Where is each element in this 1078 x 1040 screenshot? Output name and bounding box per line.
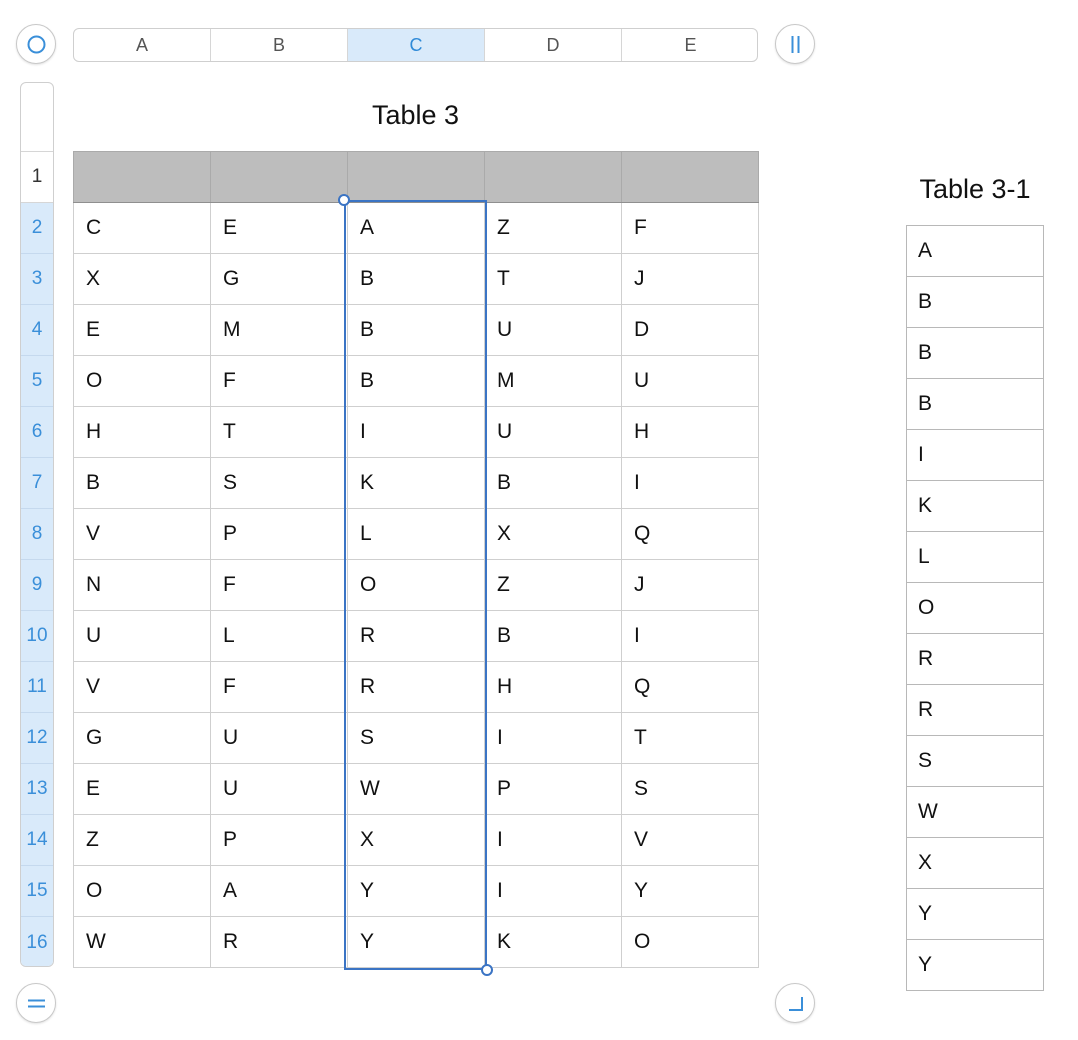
table-cell[interactable]: Q [622, 509, 759, 560]
table-cell[interactable]: B [348, 305, 485, 356]
table-cell[interactable]: K [485, 917, 622, 968]
table-cell[interactable]: T [485, 254, 622, 305]
table-cell[interactable]: V [74, 662, 211, 713]
table-cell[interactable]: X [907, 838, 1044, 889]
table-row [74, 866, 759, 917]
table-cell[interactable]: R [907, 685, 1044, 736]
pause-columns-icon [776, 25, 816, 65]
table-cell[interactable]: Y [348, 866, 485, 917]
table-cell[interactable]: F [211, 662, 348, 713]
table-cell[interactable]: S [211, 458, 348, 509]
table-row [74, 203, 759, 254]
table-row [74, 254, 759, 305]
table-cell[interactable]: O [74, 866, 211, 917]
table-row [907, 838, 1044, 889]
circle-select-icon [17, 25, 57, 65]
table-row [74, 611, 759, 662]
table-cell[interactable]: Y [622, 866, 759, 917]
table-cell[interactable]: R [907, 634, 1044, 685]
column-header-a[interactable]: A [74, 29, 211, 61]
table-row [907, 940, 1044, 991]
main-table [73, 151, 759, 968]
table-cell[interactable]: G [74, 713, 211, 764]
table-cell[interactable]: B [74, 458, 211, 509]
table-cell[interactable]: E [211, 203, 348, 254]
header-cell[interactable] [622, 152, 759, 203]
table-cell[interactable]: Q [622, 662, 759, 713]
table-cell[interactable]: A [211, 866, 348, 917]
table-cell[interactable]: H [622, 407, 759, 458]
table-cell[interactable]: D [622, 305, 759, 356]
row-header-15[interactable]: 15 [21, 866, 53, 917]
row-header-6[interactable]: 6 [21, 407, 53, 458]
table-cell[interactable]: X [485, 509, 622, 560]
row-header-3[interactable]: 3 [21, 254, 53, 305]
row-header-16[interactable]: 16 [21, 917, 53, 967]
table-cell[interactable]: N [74, 560, 211, 611]
table-cell[interactable]: R [348, 611, 485, 662]
table-row [907, 379, 1044, 430]
table-cell[interactable]: S [622, 764, 759, 815]
table-cell[interactable]: U [211, 764, 348, 815]
row-header-13[interactable]: 13 [21, 764, 53, 815]
select-table-button[interactable] [16, 24, 56, 64]
side-table-title[interactable]: Table 3-1 [919, 174, 1031, 204]
table-cell[interactable]: Y [348, 917, 485, 968]
selection-handle-top[interactable] [338, 194, 350, 206]
table-cell[interactable]: S [907, 736, 1044, 787]
table-row [907, 277, 1044, 328]
column-header-b[interactable]: B [211, 29, 348, 61]
table-row [74, 662, 759, 713]
row-header-1[interactable]: 1 [21, 152, 53, 203]
table-cell[interactable]: B [348, 254, 485, 305]
table-cell[interactable]: I [622, 458, 759, 509]
add-row-button[interactable] [16, 983, 56, 1023]
row-header-14[interactable]: 14 [21, 815, 53, 866]
row-header-12[interactable]: 12 [21, 713, 53, 764]
corner-resize-icon [776, 984, 816, 1024]
table-cell[interactable]: T [211, 407, 348, 458]
row-header-4[interactable]: 4 [21, 305, 53, 356]
table-cell[interactable]: Y [907, 940, 1044, 991]
table-cell[interactable]: B [485, 611, 622, 662]
table-row [907, 226, 1044, 277]
table-cell[interactable]: U [485, 305, 622, 356]
table-row [74, 407, 759, 458]
header-cell[interactable] [485, 152, 622, 203]
row-header-5[interactable]: 5 [21, 356, 53, 407]
selection-handle-bottom[interactable] [481, 964, 493, 976]
table-row [74, 815, 759, 866]
table-row [74, 458, 759, 509]
table-row [907, 481, 1044, 532]
table-cell[interactable]: I [907, 430, 1044, 481]
table-cell[interactable]: P [485, 764, 622, 815]
table-cell[interactable]: O [74, 356, 211, 407]
table-cell[interactable]: Y [907, 889, 1044, 940]
table-cell[interactable]: U [622, 356, 759, 407]
table-row [74, 356, 759, 407]
table-cell[interactable]: J [622, 560, 759, 611]
table-cell[interactable]: I [485, 815, 622, 866]
table-row [907, 736, 1044, 787]
table-cell[interactable]: E [74, 764, 211, 815]
table-cell[interactable]: I [485, 866, 622, 917]
table-cell[interactable]: I [348, 407, 485, 458]
table-row [907, 634, 1044, 685]
header-cell[interactable] [348, 152, 485, 203]
table-row [74, 560, 759, 611]
table-cell[interactable]: X [348, 815, 485, 866]
header-cell[interactable] [74, 152, 211, 203]
table-cell[interactable]: E [74, 305, 211, 356]
row-header-7[interactable]: 7 [21, 458, 53, 509]
table-cell[interactable]: U [74, 611, 211, 662]
resize-table-button[interactable] [775, 983, 815, 1023]
table-row [907, 430, 1044, 481]
table-cell[interactable]: L [211, 611, 348, 662]
table-row [907, 787, 1044, 838]
row-header-2[interactable]: 2 [21, 203, 53, 254]
table-row [907, 889, 1044, 940]
table-cell[interactable]: B [907, 328, 1044, 379]
table-cell[interactable]: A [348, 203, 485, 254]
row-header-9[interactable]: 9 [21, 560, 53, 611]
table-row [74, 305, 759, 356]
table-cell[interactable]: C [74, 203, 211, 254]
table-cell[interactable]: B [907, 277, 1044, 328]
table-cell[interactable]: T [622, 713, 759, 764]
table-row [907, 685, 1044, 736]
table-cell[interactable]: B [485, 458, 622, 509]
table-cell[interactable]: W [907, 787, 1044, 838]
row-header-11[interactable]: 11 [21, 662, 53, 713]
table-cell[interactable]: Z [485, 560, 622, 611]
table-cell[interactable]: X [74, 254, 211, 305]
table-cell[interactable]: H [485, 662, 622, 713]
column-header-d[interactable]: D [485, 29, 622, 61]
table-row [74, 917, 759, 968]
table-row [907, 583, 1044, 634]
table-cell[interactable]: G [211, 254, 348, 305]
table-cell[interactable]: O [622, 917, 759, 968]
column-header-bar [73, 28, 758, 62]
table-cell[interactable]: S [348, 713, 485, 764]
table-cell[interactable]: V [74, 509, 211, 560]
table-cell[interactable]: R [348, 662, 485, 713]
table-cell[interactable]: F [211, 560, 348, 611]
table-row [74, 764, 759, 815]
table-cell[interactable]: I [622, 611, 759, 662]
table-row [907, 328, 1044, 379]
table-cell[interactable]: H [74, 407, 211, 458]
table-cell[interactable]: M [485, 356, 622, 407]
row-header-corner [21, 83, 53, 152]
table-cell[interactable]: U [485, 407, 622, 458]
table-cell[interactable]: J [622, 254, 759, 305]
table-cell[interactable]: F [622, 203, 759, 254]
table-cell[interactable]: K [348, 458, 485, 509]
table-cell[interactable]: R [211, 917, 348, 968]
column-header-c[interactable]: C [348, 29, 485, 61]
table-cell[interactable]: L [348, 509, 485, 560]
table-cell[interactable]: V [622, 815, 759, 866]
table-cell[interactable]: K [907, 481, 1044, 532]
table-cell[interactable]: B [348, 356, 485, 407]
table-row [907, 532, 1044, 583]
table-cell[interactable]: M [211, 305, 348, 356]
row-header-bar [20, 82, 54, 967]
table-cell[interactable]: A [907, 226, 1044, 277]
table-cell[interactable]: U [211, 713, 348, 764]
table-cell[interactable]: F [211, 356, 348, 407]
side-table [906, 225, 1044, 991]
table-title[interactable]: Table 3 [371, 100, 460, 130]
header-cell[interactable] [211, 152, 348, 203]
table-cell[interactable]: P [211, 815, 348, 866]
table-cell[interactable]: P [211, 509, 348, 560]
row-header-8[interactable]: 8 [21, 509, 53, 560]
table-cell[interactable]: Z [74, 815, 211, 866]
table-row [74, 509, 759, 560]
table-cell[interactable]: I [485, 713, 622, 764]
row-header-10[interactable]: 10 [21, 611, 53, 662]
equals-rows-icon [17, 984, 57, 1024]
table-cell[interactable]: Z [485, 203, 622, 254]
table-cell[interactable]: L [907, 532, 1044, 583]
table-cell[interactable]: O [348, 560, 485, 611]
table-cell[interactable]: W [348, 764, 485, 815]
column-header-e[interactable]: E [684, 34, 697, 55]
table-cell[interactable]: O [907, 583, 1044, 634]
add-column-button[interactable] [775, 24, 815, 64]
table-row [74, 713, 759, 764]
header-row [74, 152, 759, 203]
table-cell[interactable]: W [74, 917, 211, 968]
table-cell[interactable]: B [907, 379, 1044, 430]
